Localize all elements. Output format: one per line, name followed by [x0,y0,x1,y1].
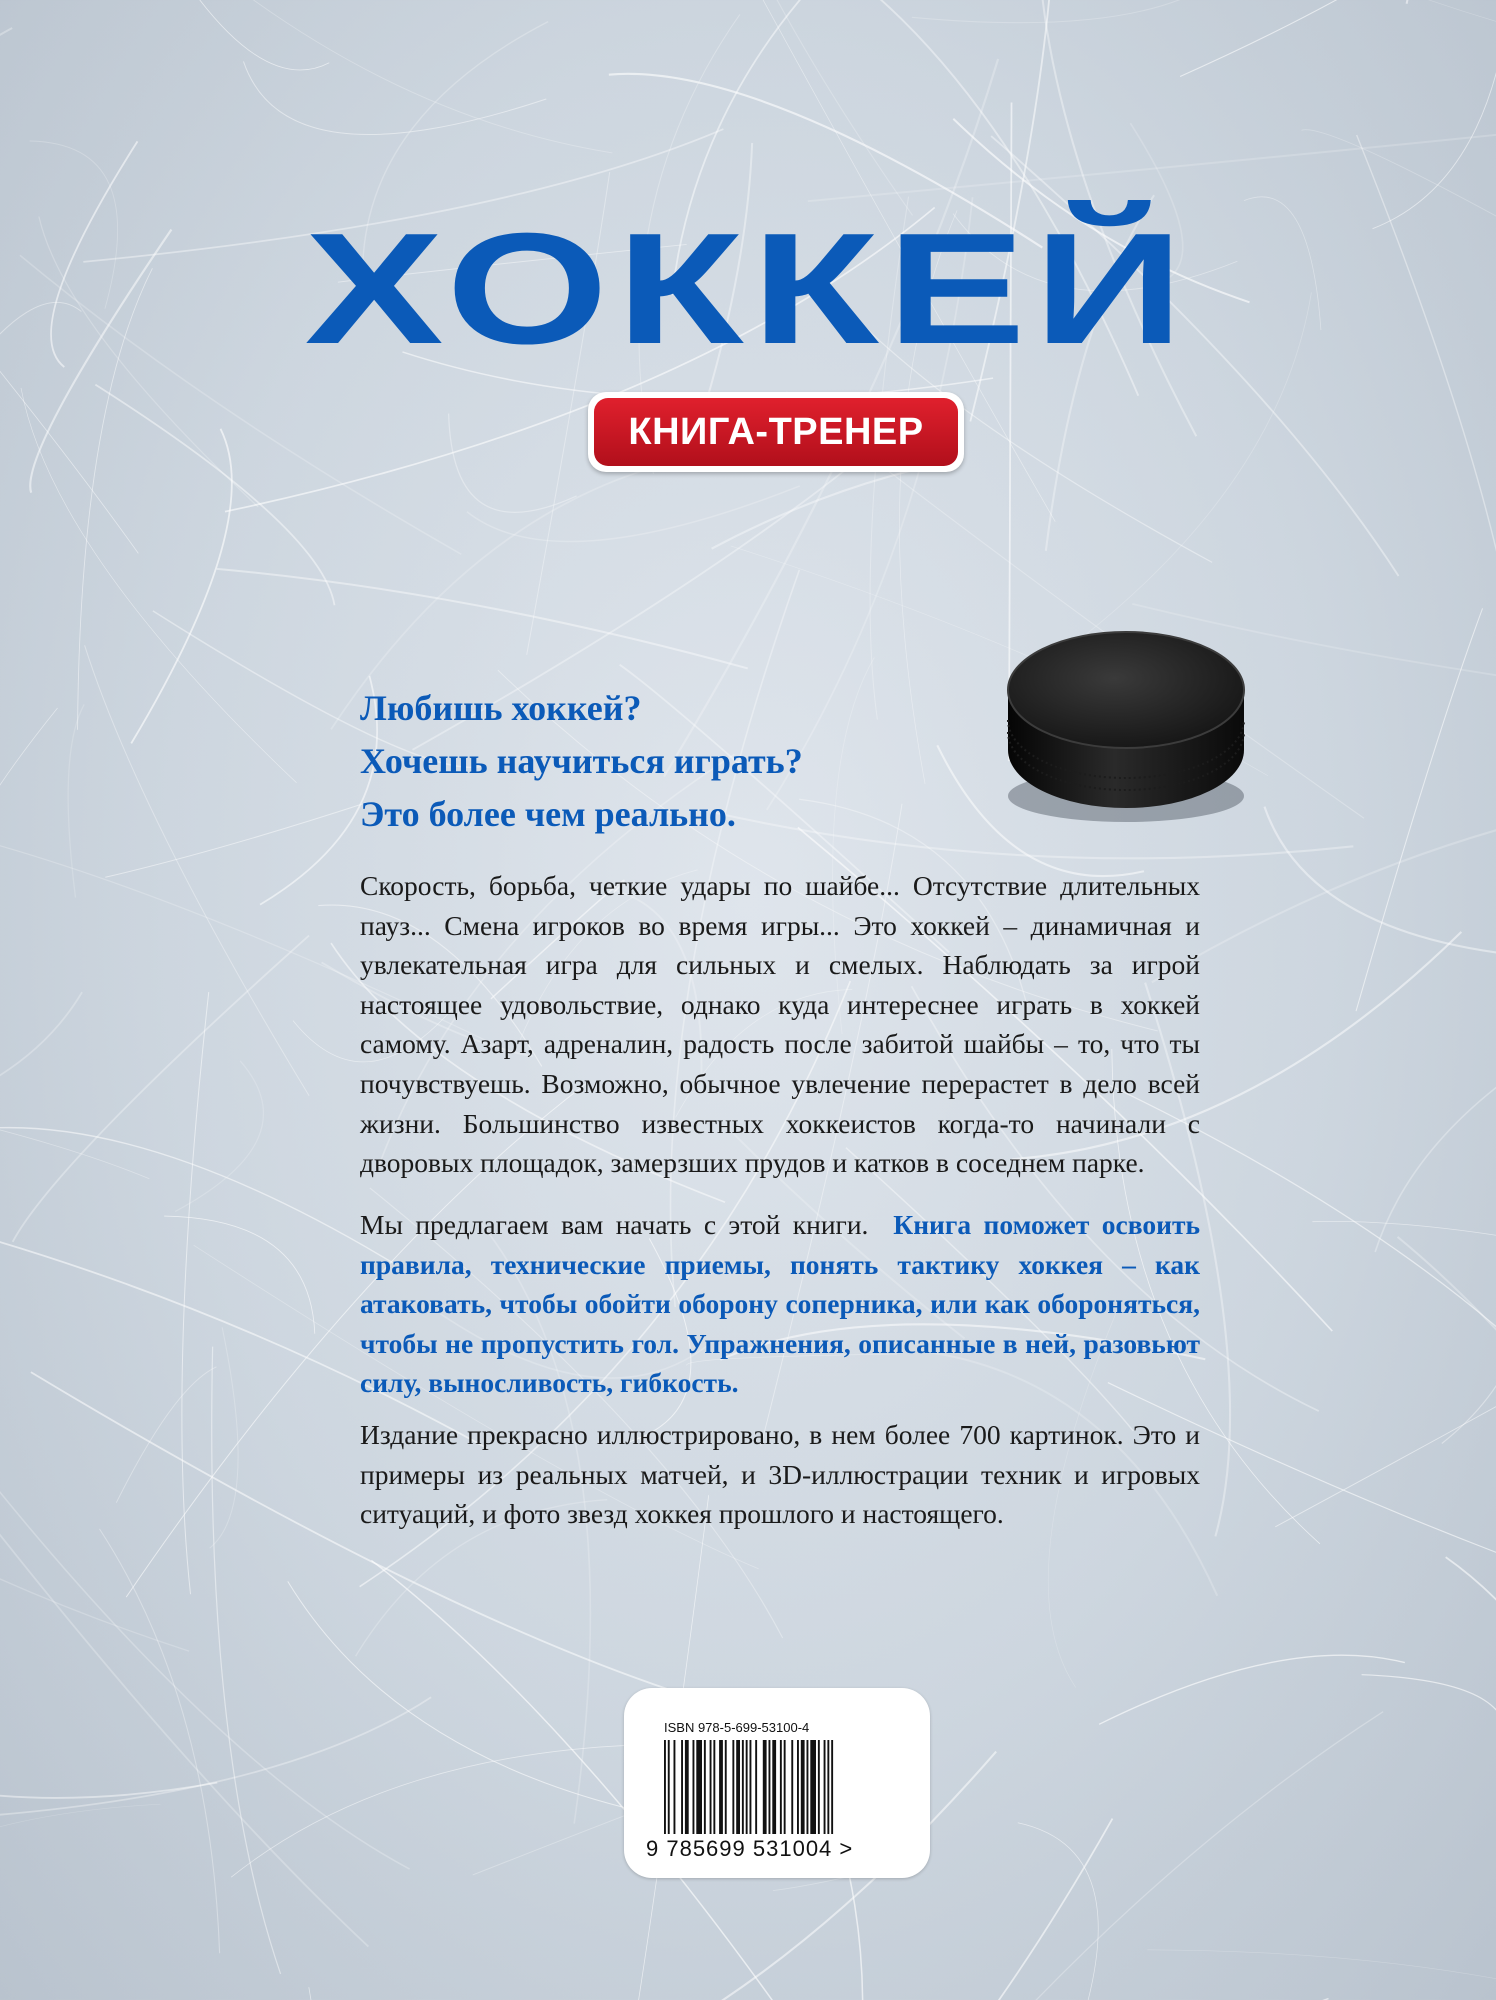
barcode-icon [664,1740,892,1834]
subtitle-label: КНИГА-ТРЕНЕР [594,398,958,466]
subtitle-badge [588,392,964,472]
hook-line: Хочешь научиться играть? [360,741,803,781]
hockey-puck-icon [998,600,1254,830]
offer-paragraph [360,1205,1200,1403]
hook-line: Любишь хоккей? [360,688,642,728]
isbn-label: ISBN 978-5-699-53100-4 [664,1720,810,1735]
barcode-panel [624,1688,930,1878]
illustrations-paragraph: Издание прекрасно иллюстрировано, в нем более 700 картинок. Это и примеры из реальных матчей, и 3D-иллюстрации техник и игровых ситуаций, и фото звезд хоккея прошлого и настоящего. [360,1419,1200,1530]
hook-questions [360,682,803,841]
description-paragraph: Скорость, борьба, четкие удары по шайбе... Отсутствие длительных пауз... Смена игроков во время игры... Это хоккей – динамичная и увлекательная игра для сильных и смелых. Наблюдать за игрой настоящее удовольствие, однако куда интереснее играть в хоккей самому. Азарт, адреналин, радость после забитой шайбы – то, что ты почувствуешь. Возможно, обычное увлечение перерастет в дело всей жизни. Большинство известных хоккеистов когда-то начинали с дворовых площадок, замерзших прудов и катков в соседнем парке. [360,870,1200,1179]
offer-highlight-text: Книга поможет освоить правила, технические приемы, понять тактику хоккея – как атаковать, чтобы обойти оборону соперника, или как обороняться, чтобы не пропустить гол. Упражнения, описанные в ней, разовьют силу, выносливость, гибкость. [360,1209,1201,1399]
book-title: ХОККЕЙ [304,201,1192,377]
barcode-digits: 9 785699 531004 > [646,1836,854,1861]
hook-line: Это более чем реально. [360,794,736,834]
offer-plain-text: Мы предлагаем вам начать с этой книги. [360,1209,869,1240]
